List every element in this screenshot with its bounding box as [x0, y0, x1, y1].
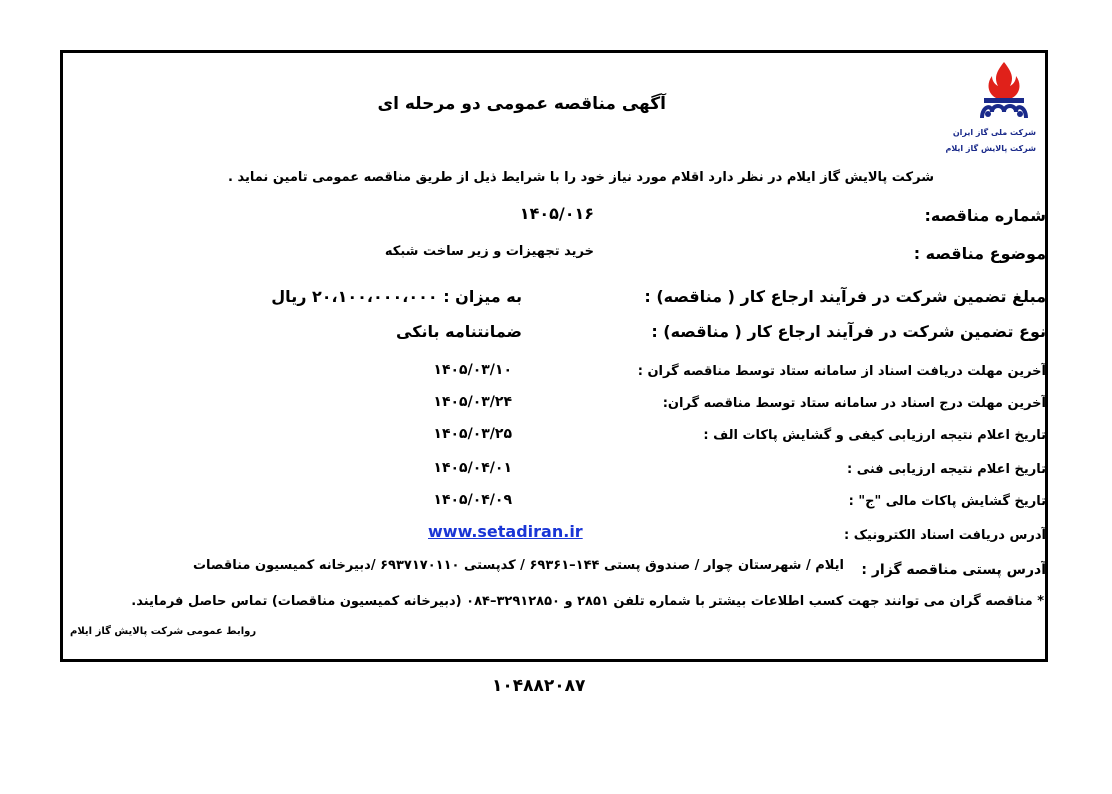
contact-note: * مناقصه گران می توانند جهت کسب اطلاعات بیشتر با شماره تلفن ۲۸۵۱ و ۳۲۹۱۲۸۵۰–۰۸۴ (دبیرخانه کمیسیون مناقصات) تماس حاصل فرمایند. — [131, 594, 1044, 609]
notice-title: آگهی مناقصه عمومی دو مرحله ای — [377, 94, 666, 114]
subject-label: موضوع مناقصه : — [913, 244, 1046, 263]
guarantee-type-value: ضمانتنامه بانکی — [396, 322, 522, 341]
doc-receive-deadline-value: ۱۴۰۵/۰۳/۱۰ — [433, 362, 512, 378]
setadiran-link[interactable]: www.setadiran.ir — [428, 522, 583, 541]
doc-receive-deadline-label: آخرین مهلت دریافت اسناد از سامانه ستاد توسط مناقصه گران : — [637, 364, 1046, 379]
signature: روابط عمومی شرکت پالایش گاز ایلام — [70, 626, 257, 637]
postal-address-value: ایلام / شهرستان چوار / صندوق پستی ۱۴۴–۶۹۳۶۱ / کدپستی ۶۹۳۷۱۷۰۱۱۰ /دبیرخانه کمیسیون مناقصات — [192, 558, 844, 573]
technical-result-label: تاریخ اعلام نتیجه ارزیابی فنی : — [847, 462, 1046, 477]
postal-address-label: آدرس پستی مناقصه گزار : — [861, 562, 1046, 578]
technical-result-value: ۱۴۰۵/۰۴/۰۱ — [433, 460, 512, 476]
logo-line2: شرکت پالایش گاز ایلام — [945, 144, 1036, 153]
guarantee-type-label: نوع تضمین شرکت در فرآیند ارجاع کار ( مناقصه) : — [651, 322, 1046, 341]
financial-opening-value: ۱۴۰۵/۰۴/۰۹ — [433, 492, 512, 508]
doc-upload-deadline-value: ۱۴۰۵/۰۳/۲۴ — [433, 394, 512, 410]
quality-result-label: تاریخ اعلام نتیجه ارزیابی کیفی و گشایش پاکات الف : — [703, 428, 1046, 443]
guarantee-amount-value: به میزان : ۲۰،۱۰۰،۰۰۰،۰۰۰ ریال — [271, 287, 522, 306]
guarantee-amount-label: مبلغ تضمین شرکت در فرآیند ارجاع کار ( مناقصه) : — [644, 287, 1046, 306]
financial-opening-label: تاریخ گشایش پاکات مالی "ج" : — [848, 494, 1046, 509]
company-logo — [945, 60, 1036, 158]
doc-upload-deadline-label: آخرین مهلت درج اسناد در سامانه ستاد توسط مناقصه گران: — [662, 396, 1046, 411]
electronic-address-label: آدرس دریافت اسناد الکترونیک : — [843, 528, 1046, 543]
subject-value: خرید تجهیزات و زیر ساخت شبکه — [384, 244, 594, 259]
intro-text: شرکت پالایش گاز ایلام در نظر دارد اقلام مورد نیاز خود را با شرایط ذیل از طریق مناقصه عمومی تامین نماید . — [227, 170, 934, 185]
quality-result-value: ۱۴۰۵/۰۳/۲۵ — [433, 426, 512, 442]
logo-line1: شرکت ملی گاز ایران — [952, 128, 1036, 137]
tender-number-value: ۱۴۰۵/۰۱۶ — [519, 204, 594, 223]
flame-emblem-icon — [974, 60, 1034, 120]
tender-number-label: شماره مناقصه: — [924, 206, 1046, 225]
footer-code: ۱۰۴۸۸۲۰۸۷ — [492, 676, 586, 696]
